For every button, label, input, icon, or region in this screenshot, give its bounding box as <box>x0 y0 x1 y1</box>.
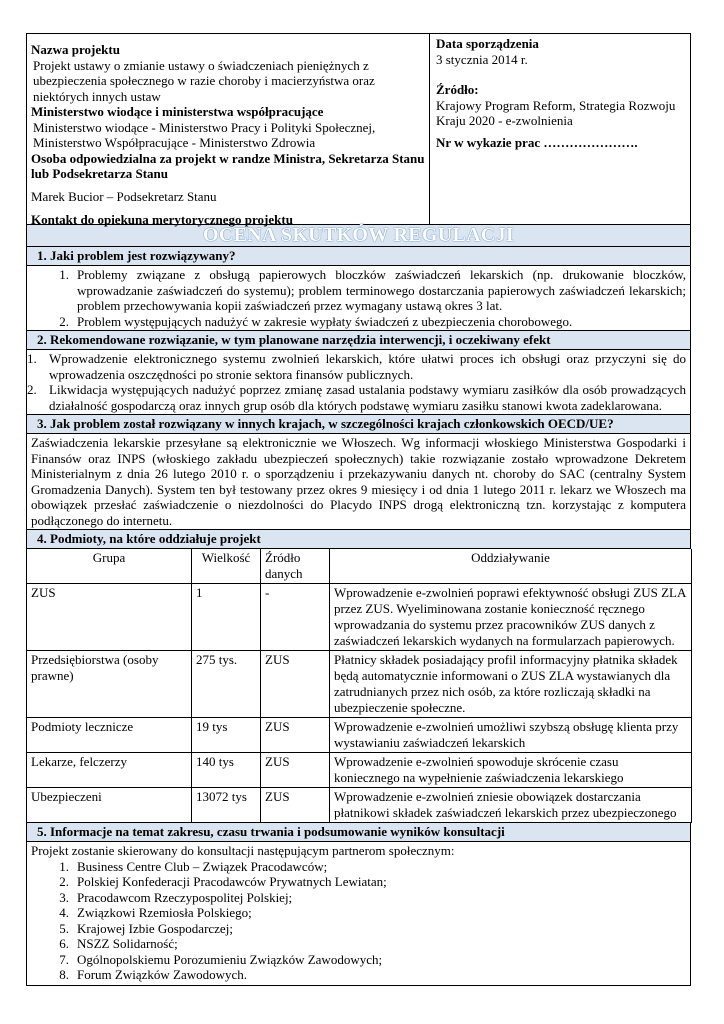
partners-list <box>31 859 686 983</box>
section-3-title: 3. Jak problem został rozwiązany w innych krajach, w szczególności krajach członkowskich OECD/UE? <box>26 415 691 434</box>
cell-size: 275 tys. <box>192 651 261 718</box>
cell-source: ZUS <box>261 788 330 823</box>
list-text: Związkowi Rzemiosła Polskiego; <box>77 905 252 920</box>
section-3-body: Zaświadczenia lekarskie przesyłane są elektronicznie we Włoszech. Wg informacji włoskiego Ministerstwa Gospodarki i Finansów oraz INPS (włoskiego zakładu ubezpieczeń społecznych) takie rozwiązanie zostało wprowadzone Dekretem Ministerialnym z dnia 26 lutego 2010 r. o sporządzeniu i przekazywaniu danych nt. choroby do SAC (centralny System Gromadzenia Danych). System ten był testowany przez okres 9 miesięcy i od dnia 1 lutego 2011 r. lekarz we Włoszech ma obowiązek przesłać zaświadczenie o niezdolności do Placydo INPS drogą elektroniczną tzn. korzystając z komputera podłączonego do internetu. <box>26 434 691 530</box>
table-row <box>27 753 692 788</box>
list-number: 2. <box>59 874 69 889</box>
osr-document <box>26 33 691 986</box>
section-4-title: 4. Podmioty, na które oddziałuje projekt <box>26 530 691 549</box>
list-item <box>55 314 686 330</box>
table-row <box>27 718 692 753</box>
section-1-body <box>26 266 691 331</box>
list-item <box>47 890 686 906</box>
list-number: 1. <box>59 858 69 874</box>
list-number: 5. <box>59 920 69 936</box>
list-number: 4. <box>59 905 69 920</box>
list-item <box>47 859 686 875</box>
list-text: Business Centre Club – Związek Pracodawców; <box>77 858 328 874</box>
responsible-label: Osoba odpowiedzialna za projekt w randze Ministra, Sekretarza Stanu lub Podsekretarza Stanu <box>31 150 425 181</box>
list-text: Likwidacja występujących nadużyć poprzez zmianę zasad ustalania podstawy wymiaru zasiłków dla osób prowadzących działalność gospodarczą oraz innych grup osób dla których podstawę wymiaru zasiłku stanowi kwota zadeklarowana. <box>49 382 686 413</box>
cell-source: ZUS <box>261 718 330 753</box>
project-name: Projekt ustawy o zmianie ustawy o świadczeniach pieniężnych z ubezpieczenia społecznego w razie choroby i macierzyństwa oraz niektórych innych ustaw <box>33 57 375 104</box>
list-item <box>55 267 686 314</box>
cell-size: 13072 tys <box>192 788 261 823</box>
header-block <box>26 33 691 227</box>
list-number: 6. <box>59 936 69 951</box>
list-text: Wprowadzenie elektronicznego systemu zwolnień lekarskich, które ułatwi proces ich obsługi oraz przyczyni się do wprowadzenia oszczędności po stronie sektora finansów publicznych. <box>49 351 686 382</box>
cell-impact: Wprowadzenie e-zwolnień spowoduje skrócenie czasu koniecznego na wypełnienie zaświadczenia lekarskiego <box>330 753 692 788</box>
consultation-intro: Projekt zostanie skierowany do konsultacji następującym partnerom społecznym: <box>31 843 455 858</box>
list-text: Ogólnopolskiemu Porozumieniu Związków Zawodowych; <box>77 951 383 967</box>
stakeholders-table <box>26 549 692 823</box>
section-2-title: 2. Rekomendowane rozwiązanie, w tym planowane narzędzia interwencji, i oczekiwany efekt <box>26 331 691 350</box>
table-row <box>27 651 692 718</box>
header-left <box>27 34 430 227</box>
list-item <box>27 382 686 413</box>
cell-size: 1 <box>192 584 261 651</box>
list-number: 2. <box>59 313 69 329</box>
list-item <box>47 967 686 983</box>
cell-size: 19 tys <box>192 718 261 753</box>
section-1-title: 1. Jaki problem jest rozwiązywany? <box>26 247 691 266</box>
section-5-title: 5. Informacje na temat zakresu, czasu trwania i podsumowanie wyników konsultacji <box>26 823 691 842</box>
list-item <box>47 905 686 921</box>
cell-impact: Wprowadzenie e-zwolnień umożliwi szybszą obsługę klienta przy wystawianiu zaświadczeń lekarskich <box>330 718 692 753</box>
cell-source: ZUS <box>261 651 330 718</box>
list-number: 3. <box>59 889 69 905</box>
ministry-coop: Ministerstwo Współpracujące - Ministerstwo Zdrowia <box>33 135 316 150</box>
list-number: 1. <box>59 267 69 282</box>
col-header-group: Grupa <box>27 549 192 584</box>
list-number: 7. <box>59 951 69 967</box>
list-text: Pracodawcom Rzeczypospolitej Polskiej; <box>77 889 293 905</box>
header-right <box>430 34 690 224</box>
ministries-label: Ministerstwo wiodące i ministerstwa współpracujące <box>31 104 324 119</box>
list-item <box>47 921 686 937</box>
list-text: Polskiej Konfederacji Pracodawców Prywatnych Lewiatan; <box>77 874 387 889</box>
col-header-source: Źródło danych <box>261 549 330 584</box>
date-label: Data sporządzenia <box>436 36 539 51</box>
col-header-size: Wielkość <box>192 549 261 584</box>
cell-impact: Płatnicy składek posiadający profil informacyjny płatnika składek będą automatycznie informowani o ZUS ZLA wystawianych dla zatrudnianych przez nich osób, za które rozliczają składki na ubezpieczenie społeczne. <box>330 651 692 718</box>
project-name-label: Nazwa projektu <box>31 42 120 57</box>
contact-label: Kontakt do opiekuna merytorycznego projektu <box>31 212 293 227</box>
date-value: 3 stycznia 2014 r. <box>436 51 528 67</box>
list-number: 8. <box>59 967 69 982</box>
source-label: Źródło: <box>436 82 479 97</box>
table-row <box>27 788 692 823</box>
cell-impact: Wprowadzenie e-zwolnień zniesie obowiązek dostarczania płatnikowi składek zaświadczeń lekarskich przez ubezpieczonego <box>330 788 692 823</box>
cell-group: Ubezpieczeni <box>27 788 192 823</box>
ministry-lead: Ministerstwo wiodące - Ministerstwo Pracy i Polityki Społecznej, <box>33 119 376 135</box>
cell-group: Lekarze, felczerzy <box>27 753 192 788</box>
cell-group: ZUS <box>27 584 192 651</box>
list-text: Krajowej Izbie Gospodarczej; <box>77 920 233 936</box>
section-2-body <box>26 350 691 415</box>
list-text: Problem występujących nadużyć w zakresie wypłaty świadczeń z ubezpieczenia chorobowego. <box>77 313 573 329</box>
list-text: Problemy związane z obsługą papierowych bloczków zaświadczeń lekarskich (np. drukowanie bloczków, wprowadzanie zaświadczeń do systemu); problem terminowego dostarczania papierowych zaświadczeń lekarskich; problem przechowywania kopii zaświadczeń przez wymagany ustawą okres 3 lat. <box>77 267 686 313</box>
cell-impact: Wprowadzenie e-zwolnień poprawi efektywność obsługi ZUS ZLA przez ZUS. Wyeliminowana zostanie konieczność ręcznego wprowadzania do systemu przez pracowników ZUS danych z zaświadczeń lekarskich wydanych na formularzach papierowych. <box>330 584 692 651</box>
list-item <box>47 874 686 890</box>
cell-source: - <box>261 584 330 651</box>
cell-group: Przedsiębiorstwa (osoby prawne) <box>27 651 192 718</box>
list-item <box>47 936 686 952</box>
cell-group: Podmioty lecznicze <box>27 718 192 753</box>
col-header-impact: Oddziaływanie <box>330 549 692 584</box>
source-value: Krajowy Program Reform, Strategia Rozwoju Kraju 2020 - e-zwolnienia <box>436 97 676 128</box>
table-header-row <box>27 549 692 584</box>
list-number-label: Nr w wykazie prac …………………. <box>436 134 638 150</box>
responsible-person: Marek Bucior – Podsekretarz Stanu <box>31 188 217 204</box>
list-item <box>47 952 686 968</box>
list-number: 1. <box>27 351 37 366</box>
list-number: 2. <box>27 382 37 397</box>
list-text: NSZZ Solidarność; <box>77 936 178 951</box>
list-item <box>27 351 686 382</box>
section-5-body <box>26 842 691 986</box>
cell-size: 140 tys <box>192 753 261 788</box>
list-text: Forum Związków Zawodowych. <box>77 967 248 982</box>
cell-source: ZUS <box>261 753 330 788</box>
table-row <box>27 584 692 651</box>
banner-title: OCENA SKUTKÓW REGULACJI <box>26 224 691 247</box>
